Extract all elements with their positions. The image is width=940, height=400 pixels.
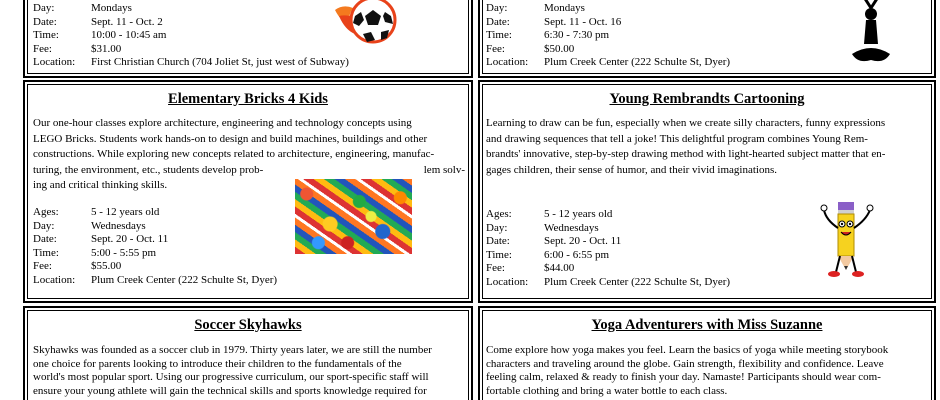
info-key: Fee: [33,42,52,55]
info-row [33,247,277,261]
description-line: Skyhawks was founded as a soccer club in 1979. Thirty years later, we are still the number [33,344,432,356]
info-key: Time: [486,248,512,261]
info-key: Fee: [33,260,52,272]
bricks-4-kids-box [23,80,473,303]
description-line [33,163,465,179]
info-key: Ages: [486,208,512,220]
info-value: $50.00 [544,42,575,55]
description-line: ensure your young athlete will gain the technical skills and sports knowledge required for [33,384,427,397]
info-key: Day: [486,2,508,14]
info-key: Time: [33,29,59,41]
info-value: Plum Creek Center (222 Schulte St, Dyer) [91,273,278,286]
info-key: Date: [33,233,57,245]
info-key: Day: [33,219,55,232]
program-description [486,116,922,178]
program-description [486,344,922,398]
info-row [33,274,277,288]
description-line: characters and traveling around the globe. Gain strength, flexibility and confidence. Leave [486,357,884,370]
program-title: Young Rembrandts Cartooning [609,91,805,107]
soccer-ball-icon [333,0,399,46]
info-row [486,2,730,16]
info-value: Mondays [91,2,132,14]
info-row [486,222,730,236]
info-row [486,235,730,249]
yoga-adventurers-box [478,306,936,400]
info-row [486,208,730,222]
info-key: Time: [33,246,59,259]
info-value: Plum Creek Center (222 Schulte St, Dyer) [544,56,731,68]
info-value: 6:00 - 6:55 pm [544,248,610,261]
young-rembrandts-box [478,80,936,303]
info-value: Plum Creek Center (222 Schulte St, Dyer) [544,275,731,288]
soccer-skyhawks-box [23,306,473,400]
info-value: Sept. 11 - Oct. 16 [544,15,622,28]
yoga-evening-box [478,0,936,78]
program-title: Soccer Skyhawks [194,317,302,333]
info-key: Location: [486,275,529,288]
description-fragment: turing, the environment, etc., students develop prob- [33,163,264,176]
info-key: Fee: [486,42,505,55]
description-line: constructions. While exploring new concepts related to architecture, engineering, manufac- [33,148,435,160]
info-row [486,56,730,70]
description-line: fortable clothing and bring a water bottle to each class. [486,384,728,397]
info-row [486,16,730,30]
description-line: LEGO Bricks. Students work hands-on to design and build machines, buildings and other [33,132,428,145]
info-key: Day: [486,221,508,234]
info-row [33,56,349,70]
description-line: gages children, their sense of humor, and their vivid imaginations. [486,163,777,176]
info-value: Wednesdays [544,221,599,234]
info-value: Mondays [544,2,585,14]
description-line: and drawing sequences that tell a joke! This delightful program combines Young Rem- [486,132,868,145]
info-row [486,276,730,290]
description-line: Learning to draw can be fun, especially when we create silly characters, funny expressions [486,117,886,129]
info-row [33,29,349,43]
info-list [486,208,730,289]
info-key: Ages: [33,206,59,218]
info-list [33,2,349,70]
info-value: Sept. 20 - Oct. 11 [91,233,169,245]
description-line: brandts' innovative, step-by-step drawing method with light-hearted subject matter that en- [486,148,886,160]
program-title: Elementary Bricks 4 Kids [168,91,328,107]
info-value: 5 - 12 years old [544,208,613,220]
info-key: Location: [33,56,76,68]
info-row [486,249,730,263]
info-value: Sept. 20 - Oct. 11 [544,235,622,247]
info-value: 10:00 - 10:45 am [91,29,167,41]
info-value: $44.00 [544,262,575,274]
info-row [486,262,730,276]
pencil-mascot-icon [818,198,876,280]
info-row [33,220,277,234]
info-row [33,233,277,247]
info-value: $55.00 [91,260,122,272]
info-key: Day: [33,2,55,14]
info-key: Time: [486,29,512,41]
info-key: Date: [486,15,510,28]
description-line: world's most popular sport. Using our progressive curriculum, our sport-specific staff will [33,371,429,383]
lego-bricks-image [295,179,412,254]
info-row [33,260,277,274]
info-key: Location: [486,56,529,68]
info-key: Date: [33,15,57,28]
info-value: Sept. 11 - Oct. 2 [91,15,163,28]
description-line: feeling calm, relaxed & ready to finish your day. Namaste! Participants should wear com- [486,371,881,383]
info-list [486,2,730,70]
info-row [486,29,730,43]
description-fragment: lem solv- [423,163,465,176]
program-description [33,344,465,398]
info-value: Wednesdays [91,219,146,232]
info-value: 5 - 12 years old [91,206,160,218]
info-row [486,43,730,57]
info-value: 6:30 - 7:30 pm [544,29,610,41]
info-key: Location: [33,273,76,286]
description-line: Come explore how yoga makes you feel. Learn the basics of yoga while meeting storybook [486,344,889,356]
info-value: First Christian Church (704 Joliet St, just west of Subway) [91,56,349,68]
info-value: $31.00 [91,42,122,55]
info-row [33,2,349,16]
description-line: one choice for parents looking to introduce their children to the fundamentals of the [33,357,402,370]
yoga-pose-icon [848,0,894,72]
soccer-tots-box [23,0,473,78]
info-row [33,206,277,220]
info-row [33,16,349,30]
program-title: Yoga Adventurers with Miss Suzanne [591,317,823,333]
description-line: Our one-hour classes explore architecture, engineering and technology concepts using [33,117,412,129]
info-key: Fee: [486,262,505,274]
info-list [33,206,277,287]
info-value: 5:00 - 5:55 pm [91,246,157,259]
description-line: ing and critical thinking skills. [33,179,168,191]
info-row [33,43,349,57]
info-key: Date: [486,235,510,247]
